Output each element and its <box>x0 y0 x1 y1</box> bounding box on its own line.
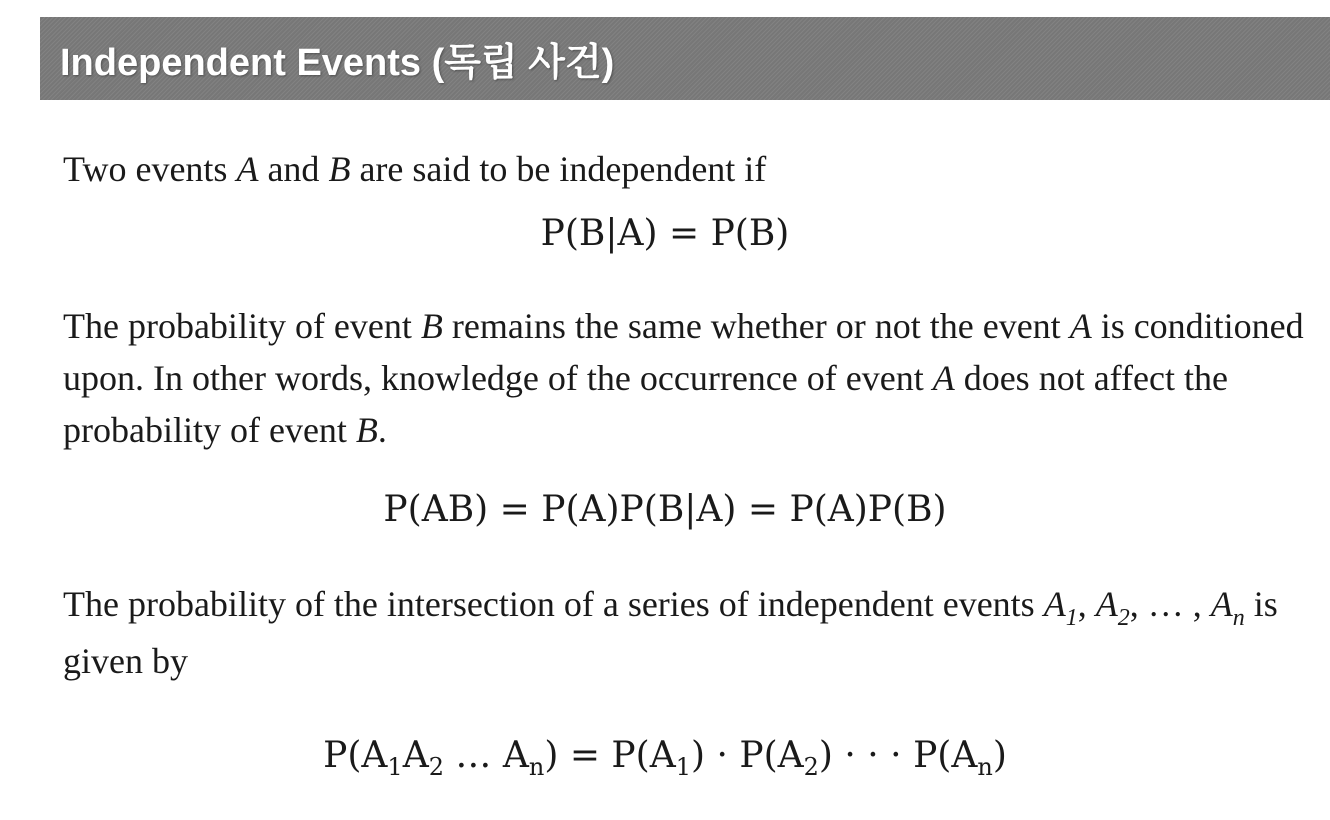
eq-sub-n: n <box>977 753 993 782</box>
subscript-1: 1 <box>1065 605 1078 631</box>
var-a: A <box>236 149 259 189</box>
text-run: The probability of the intersection of a series of independent events <box>63 584 1044 624</box>
eq-var: A <box>649 735 676 776</box>
text-run: and <box>258 149 329 189</box>
explanation-paragraph <box>63 300 1313 456</box>
separator: , <box>1077 584 1096 624</box>
separator: , … , <box>1129 584 1211 624</box>
eq-var: A <box>502 735 529 776</box>
text-run: remains the same whether or not the event <box>442 306 1070 346</box>
var-a: A <box>1095 584 1118 624</box>
equation-product-rule: P(AB) = P(A)P(B|A) = P(A)P(B) <box>383 489 947 530</box>
equation-intersection <box>0 735 1330 781</box>
eq-text: ) = P( <box>544 735 650 776</box>
var-a: A <box>1210 584 1233 624</box>
text-run: is conditioned upon. In other words, knowledge of the occurrence of event <box>63 306 1304 398</box>
title-bar <box>40 17 1330 100</box>
subscript-2: 2 <box>1117 605 1130 631</box>
var-a: A <box>932 358 955 398</box>
eq-sub-n: n <box>528 753 545 782</box>
eq-sub-1: 1 <box>387 753 403 782</box>
eq-text: ) · P( <box>690 735 778 776</box>
eq-var: A <box>951 735 978 776</box>
var-a: A <box>1043 584 1066 624</box>
subscript-n: n <box>1232 605 1245 631</box>
eq-sub-2: 2 <box>803 753 819 782</box>
text-run: The probability of event <box>63 306 421 346</box>
var-b: B <box>355 410 378 450</box>
var-a: A <box>1069 306 1092 346</box>
text-run: does not affect the probability of event <box>63 358 1228 450</box>
text-run: Two events <box>63 149 237 189</box>
eq-sub-2: 2 <box>428 753 444 782</box>
eq-text: P( <box>323 735 362 776</box>
eq-text: ) · · · P( <box>818 735 952 776</box>
text-run: . <box>377 410 387 450</box>
var-b: B <box>328 149 351 189</box>
equation-conditional: P(B|A) = P(B) <box>540 213 790 254</box>
intersection-paragraph <box>63 578 1313 687</box>
eq-var: A <box>402 735 429 776</box>
intro-paragraph <box>63 143 1313 195</box>
eq-dots: … <box>443 735 503 776</box>
text-run: is given by <box>63 584 1278 681</box>
eq-sub-1: 1 <box>675 753 691 782</box>
eq-var: A <box>777 735 804 776</box>
text-run: are said to be independent if <box>350 149 767 189</box>
eq-text: ) <box>992 735 1007 776</box>
eq-var: A <box>361 735 388 776</box>
page-title: Independent Events (독립 사건) <box>60 42 615 84</box>
var-b: B <box>420 306 443 346</box>
